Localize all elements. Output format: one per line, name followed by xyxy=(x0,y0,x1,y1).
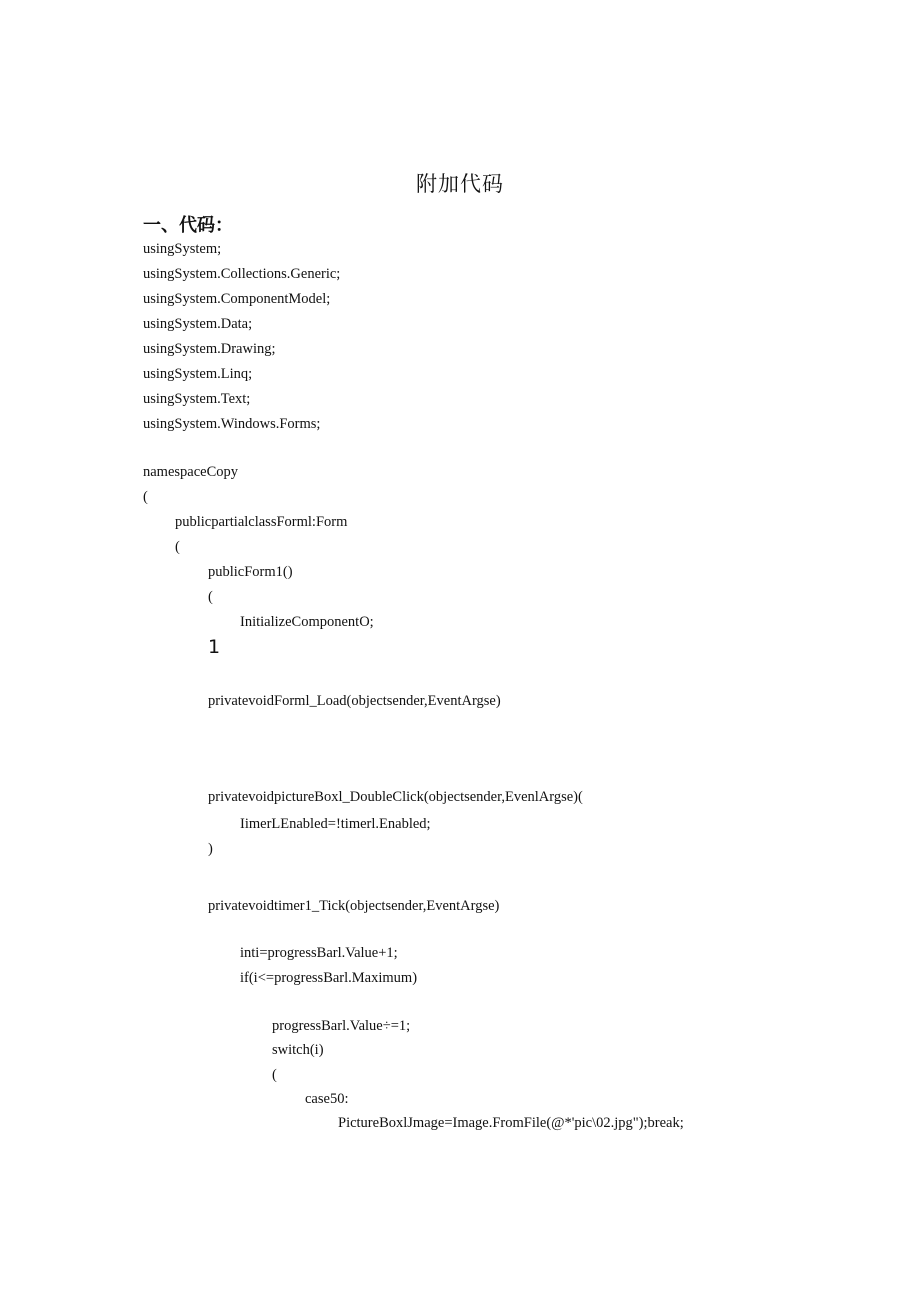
code-line: privatevoidpictureBoxl_DoubleClick(objectsender,EvenlArgse)( xyxy=(208,789,583,805)
code-line: case50: xyxy=(305,1091,349,1107)
code-line: ( xyxy=(272,1067,277,1083)
code-line: inti=progressBarl.Value+1; xyxy=(240,945,398,961)
code-line: usingSystem.Drawing; xyxy=(143,341,276,357)
code-line: PictureBoxlJmage=Image.FromFile(@*'pic\02.jpg");break; xyxy=(338,1115,684,1131)
code-line: usingSystem.ComponentModel; xyxy=(143,291,331,307)
page-title: 附加代码 xyxy=(416,172,504,196)
code-line: publicpartialclassForml:Form xyxy=(175,514,348,530)
code-line: namespaceCopy xyxy=(143,464,239,480)
code-line: InitializeComponentO; xyxy=(240,614,374,630)
code-line: ) xyxy=(208,841,213,857)
code-line: ( xyxy=(143,489,148,505)
code-line: privatevoidtimer1_Tick(objectsender,EventArgse) xyxy=(208,898,500,914)
code-line: publicForm1() xyxy=(208,564,293,580)
code-line: progressBarl.Value÷=1; xyxy=(272,1018,411,1034)
code-line: usingSystem.Data; xyxy=(143,316,253,332)
code-line: usingSystem.Collections.Generic; xyxy=(143,266,341,282)
code-line: usingSystem; xyxy=(143,241,222,257)
section-heading: 一、代码： xyxy=(143,215,233,236)
code-line: if(i<=progressBarl.Maximum) xyxy=(240,970,418,986)
code-line: switch(i) xyxy=(272,1042,324,1058)
code-line: usingSystem.Linq; xyxy=(143,366,253,382)
code-line: ( xyxy=(175,539,180,555)
code-line: ( xyxy=(208,589,213,605)
code-line: 1 xyxy=(208,636,221,658)
code-line: IimerLEnabled=!timerl.Enabled; xyxy=(240,816,431,832)
code-line: privatevoidForml_Load(objectsender,EventArgse) xyxy=(208,693,501,709)
code-line: usingSystem.Windows.Forms; xyxy=(143,416,321,432)
code-line: usingSystem.Text; xyxy=(143,391,251,407)
